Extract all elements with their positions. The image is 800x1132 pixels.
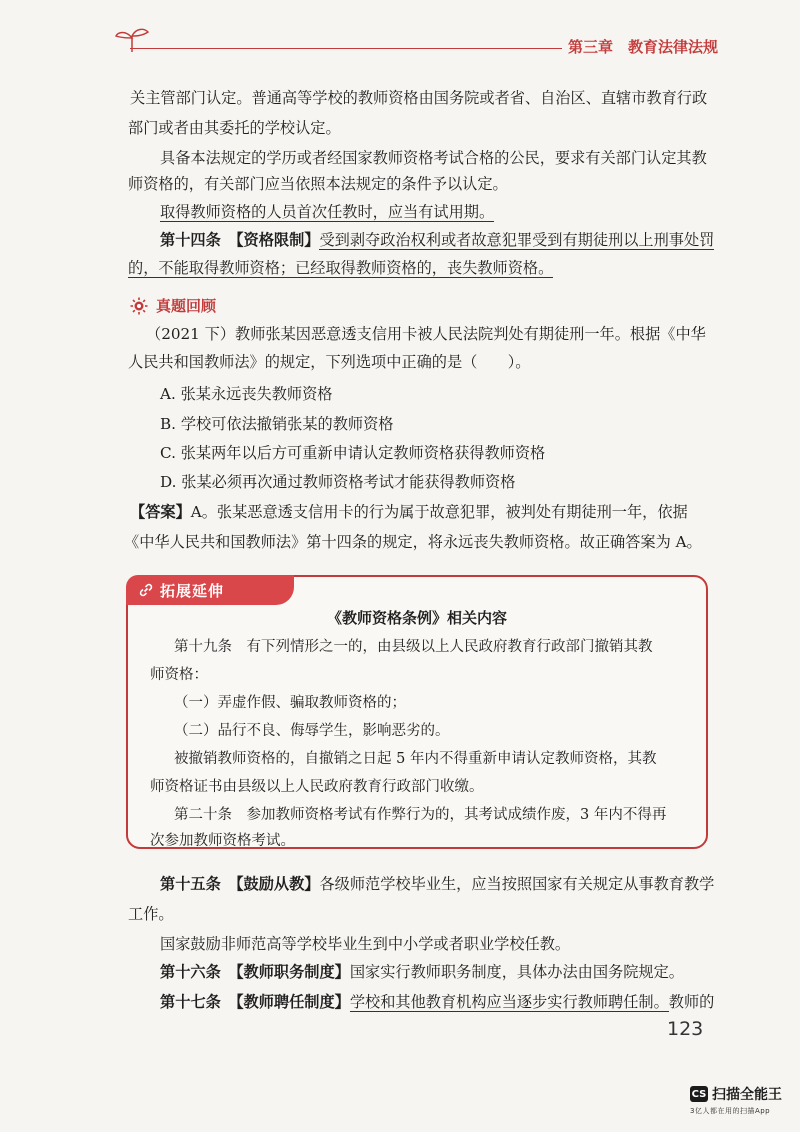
header-rule	[130, 48, 562, 49]
review-label: 真题回顾	[156, 297, 217, 315]
extension-line: 师资格证书由县级以上人民政府教育行政部门收缴。	[150, 779, 484, 795]
option-a: A. 张某永远丧失教师资格	[160, 385, 333, 403]
article-16: 第十六条 【教师职务制度】国家实行教师职务制度，具体办法由国务院规定。	[160, 963, 684, 981]
extension-line: 第二十条 参加教师资格考试有作弊行为的，其考试成绩作废，3 年内不得再	[174, 807, 667, 823]
paragraph-line: 部门或者由其委托的学校认定。	[128, 119, 341, 137]
scanner-tagline: 3亿人都在用的扫描App	[690, 1107, 771, 1115]
question-line: （2021 下）教师张某因恶意透支信用卡被人民法院判处有期徒刑一年。根据《中华	[146, 325, 706, 343]
extension-line: （一）弄虚作假、骗取教师资格的；	[174, 695, 406, 711]
answer-line: 【答案】A。张某恶意透支信用卡的行为属于故意犯罪，被判处有期徒刑一年，依据	[130, 503, 688, 521]
paragraph-line: 国家鼓励非师范高等学校毕业生到中小学或者职业学校任教。	[160, 935, 571, 953]
article-label: 第十六条 【教师职务制度】	[160, 963, 350, 981]
sprout-icon	[112, 24, 152, 54]
question-line: 人民共和国教师法》的规定，下列选项中正确的是（ ）。	[128, 353, 531, 371]
extension-line: （二）品行不良、侮辱学生，影响恶劣的。	[174, 723, 450, 739]
paragraph-line: 关主管部门认定。普通高等学校的教师资格由国务院或者省、自治区、直辖市教育行政	[130, 89, 708, 107]
answer-line: 《中华人民共和国教师法》第十四条的规定，将永远丧失教师资格。故正确答案为 A。	[124, 533, 702, 551]
link-icon	[138, 582, 154, 598]
article-label: 第十四条 【资格限制】	[160, 231, 320, 249]
scanner-logo: CS	[690, 1086, 708, 1102]
extension-tab-label: 拓展延伸	[160, 581, 225, 600]
extension-tab	[126, 575, 294, 605]
option-c: C. 张某两年以后方可重新申请认定教师资格获得教师资格	[160, 444, 546, 462]
answer-label: 【答案】	[130, 503, 191, 521]
sun-icon	[130, 297, 148, 315]
scanner-watermark	[690, 1084, 782, 1116]
option-b: B. 学校可依法撤销张某的教师资格	[160, 415, 394, 433]
paragraph-line	[160, 200, 740, 225]
extension-title: 《教师资格条例》相关内容	[326, 609, 507, 627]
article-17: 第十七条 【教师聘任制度】学校和其他教育机构应当逐步实行教师聘任制。教师的	[160, 993, 715, 1011]
paragraph-line	[128, 256, 708, 281]
underlined-text: 取得教师资格的人员首次任教时，应当有试用期。	[160, 203, 495, 221]
paragraph-line: 具备本法规定的学历或者经国家教师资格考试合格的公民，要求有关部门认定其教	[160, 149, 707, 167]
extension-line: 第十九条 有下列情形之一的，由县级以上人民政府教育行政部门撤销其教	[174, 639, 653, 655]
review-heading	[130, 295, 216, 316]
extension-box	[126, 575, 708, 849]
chapter-title: 第三章 教育法律法规	[568, 38, 719, 56]
paragraph-line: 工作。	[128, 905, 174, 923]
option-d: D. 张某必须再次通过教师资格考试才能获得教师资格	[160, 473, 516, 491]
page-number: 123	[667, 1018, 704, 1040]
underlined-text: 学校和其他教育机构应当逐步实行教师聘任制。	[349, 993, 669, 1011]
extension-line: 次参加教师资格考试。	[150, 833, 295, 849]
scanner-name: 扫描全能王	[712, 1087, 782, 1103]
paragraph-line: 师资格的，有关部门应当依照本法规定的条件予以认定。	[128, 175, 508, 193]
article-15: 第十五条 【鼓励从教】各级师范学校毕业生，应当按照国家有关规定从事教育教学	[160, 875, 715, 893]
extension-line: 师资格：	[150, 667, 208, 683]
article-14	[160, 228, 740, 253]
article-label: 第十七条 【教师聘任制度】	[160, 993, 350, 1011]
underlined-text: 受到剥夺政治权利或者故意犯罪受到有期徒刑以上刑事处罚	[319, 231, 715, 249]
underlined-text: 的，不能取得教师资格；已经取得教师资格的，丧失教师资格。	[128, 259, 554, 277]
article-label: 第十五条 【鼓励从教】	[160, 875, 320, 893]
extension-line: 被撤销教师资格的，自撤销之日起 5 年内不得重新申请认定教师资格，其教	[174, 751, 657, 767]
